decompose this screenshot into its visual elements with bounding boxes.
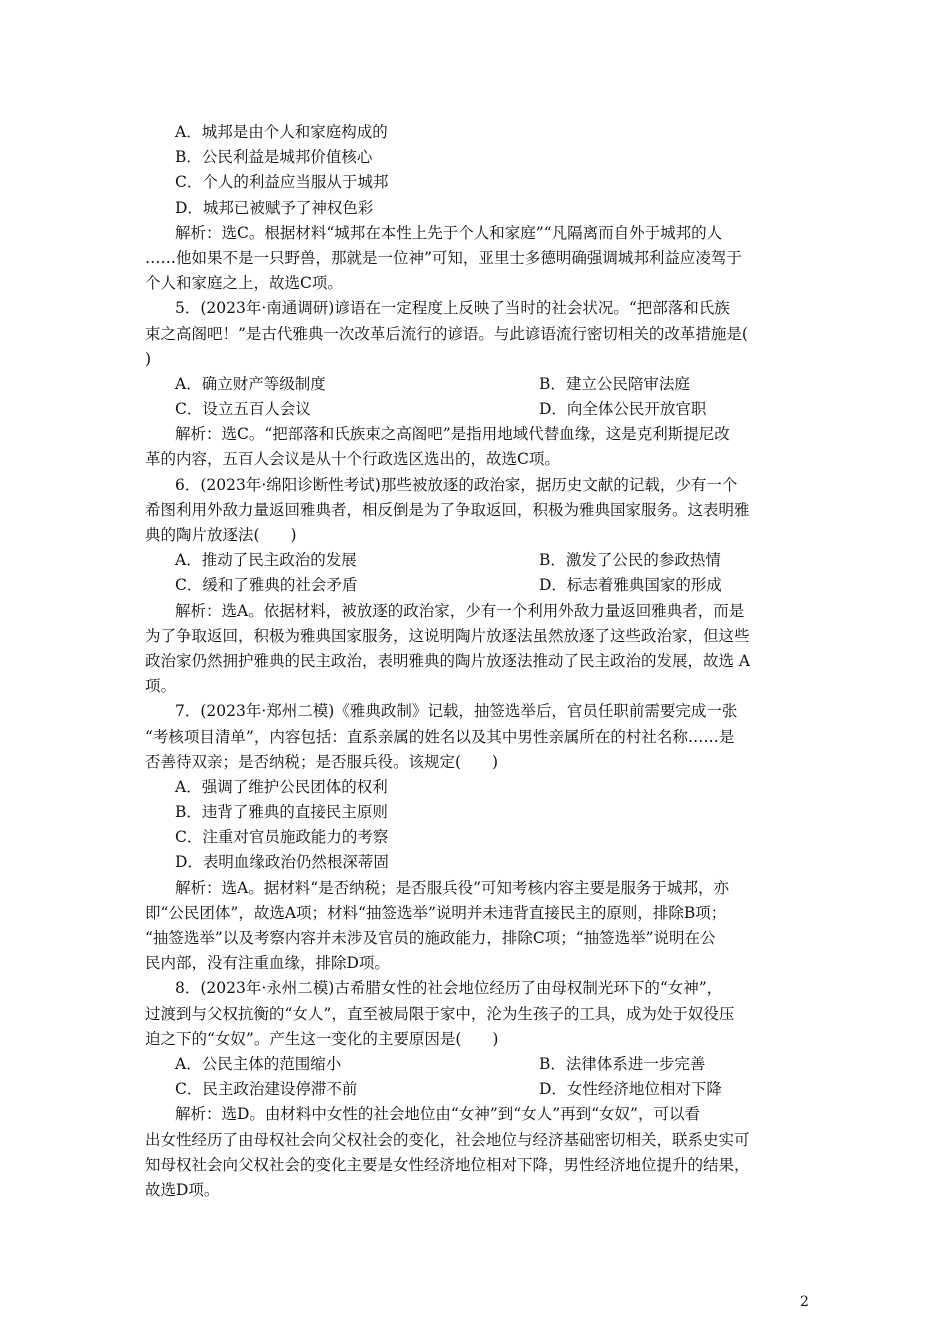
option-b: B．公民利益是城邦价值核心 — [175, 148, 373, 167]
analysis-line: 解析：选A。依据材料，被放逐的政治家，少有一个利用外敌力量返回雅典者，而是 — [175, 601, 745, 620]
analysis-line: 出女性经历了由母权社会向父权社会的变化，社会地位与经济基础密切相关，联系史实可 — [145, 1130, 750, 1149]
analysis-line: ……他如果不是一只野兽，那就是一位神”可知，亚里士多德明确强调城邦利益应凌驾于 — [145, 248, 742, 267]
option-row — [145, 372, 813, 397]
question-stem-line: 过渡到与父权抗衡的“女人”，直至被局限于家中，沦为生孩子的工具，成为处于奴役压 — [145, 1004, 735, 1023]
analysis-line: 项。 — [145, 677, 177, 696]
analysis-line: 政治家仍然拥护雅典的民主政治，表明雅典的陶片放逐法推动了民主政治的发展，故选 A — [145, 651, 751, 670]
question-stem-line: 6．(2023年·绵阳诊断性考试)那些被放逐的政治家，据历史文献的记载，少有一个 — [175, 475, 738, 494]
option-b: B．建立公民陪审法庭 — [539, 374, 690, 393]
question-stem-line: “考核项目清单”，内容包括：直系亲属的姓名以及其中男性亲属所在的村社名称……是 — [145, 727, 735, 746]
question-stem-line: 否善待双亲；是否纳税；是否服兵役。该规定( ) — [145, 752, 499, 771]
question-4 — [145, 120, 813, 296]
option-c: C．设立五百人会议 — [175, 400, 311, 419]
option-b: B．激发了公民的参政热情 — [539, 551, 721, 570]
option-row — [145, 397, 813, 422]
analysis-line: 知母权社会向父权社会的变化主要是女性经济地位相对下降，男性经济地位提升的结果， — [145, 1155, 750, 1174]
option-c: C．缓和了雅典的社会矛盾 — [175, 576, 358, 595]
question-stem-line: 8．(2023年·永州二模)古希腊女性的社会地位经历了由母权制光环下的“女神”， — [175, 979, 723, 998]
option-d: D．女性经济地位相对下降 — [539, 1080, 722, 1099]
option-c: C．个人的利益应当服从于城邦 — [175, 173, 389, 192]
analysis-line: 故选D项。 — [145, 1180, 220, 1199]
option-c: C．民主政治建设停滞不前 — [175, 1080, 358, 1099]
question-8 — [145, 976, 813, 1203]
analysis-line: “抽签选举”以及考察内容并未涉及官员的施政能力，排除C项；“抽签选举”说明在公 — [145, 929, 716, 947]
analysis-line: 解析：选D。由材料中女性的社会地位由“女神”到“女人”再到“女奴”，可以看 — [175, 1105, 700, 1124]
option-a: A．城邦是由个人和家庭构成的 — [175, 123, 388, 141]
option-row — [145, 1052, 813, 1077]
analysis-line: 个人和家庭之上，故选C项。 — [145, 274, 343, 293]
option-a: A．强调了维护公民团体的权利 — [175, 777, 388, 796]
question-stem-line: 7．(2023年·郑州二模)《雅典政制》记载，抽签选举后，官员任职前需要完成一张 — [175, 702, 738, 721]
question-5 — [145, 296, 813, 472]
option-a: A．公民主体的范围缩小 — [175, 1054, 342, 1073]
analysis-line: 革的内容，五百人会议是从十个行政选区选出的，故选C项。 — [145, 450, 560, 469]
option-d: D．表明血缘政治仍然根深蒂固 — [175, 853, 389, 872]
analysis-line: 民内部，没有注重血缘，排除D项。 — [145, 954, 390, 973]
option-a: A．推动了民主政治的发展 — [175, 551, 357, 570]
analysis-line: 解析：选A。据材料“是否纳税；是否服兵役”可知考核内容主要是服务于城邦，亦 — [175, 878, 730, 897]
option-row — [145, 1077, 813, 1102]
option-a: A．确立财产等级制度 — [175, 374, 326, 393]
page-number: 2 — [800, 1294, 809, 1310]
option-row — [145, 548, 813, 573]
question-stem-line: 典的陶片放逐法( ) — [145, 526, 297, 544]
analysis-line: 解析：选C。“把部落和氏族束之高阁吧”是指用地域代替血缘，这是克利斯提尼改 — [175, 425, 730, 444]
option-d: D．城邦已被赋予了神权色彩 — [175, 198, 374, 217]
question-stem-line: 5．(2023年·南通调研)谚语在一定程度上反映了当时的社会状况。“把部落和氏族 — [175, 299, 730, 318]
option-d: D．标志着雅典国家的形成 — [539, 576, 722, 595]
question-stem-line: 束之高阁吧！”是古代雅典一次改革后流行的谚语。与此谚语流行密切相关的改革措施是( — [145, 324, 748, 343]
analysis-line: 解析：选C。根据材料“城邦在本性上先于个人和家庭”“凡隔离而自外于城邦的人 — [175, 223, 723, 242]
question-stem-line: 迫之下的“女奴”。产生这一变化的主要原因是( ) — [145, 1029, 499, 1048]
question-6 — [145, 473, 813, 700]
option-row — [145, 573, 813, 598]
page-content — [145, 120, 813, 1203]
option-c: C．注重对官员施政能力的考察 — [175, 828, 389, 847]
question-stem-line: ) — [145, 349, 152, 368]
option-b: B．违背了雅典的直接民主原则 — [175, 803, 388, 822]
question-stem-line: 希图利用外敌力量返回雅典者，相反倒是为了争取返回，积极为雅典国家服务。这表明雅 — [145, 500, 750, 519]
analysis-line: 为了争取返回，积极为雅典国家服务，这说明陶片放逐法虽然放逐了这些政治家，但这些 — [145, 626, 750, 645]
option-b: B．法律体系进一步完善 — [539, 1054, 706, 1073]
question-7 — [145, 699, 813, 976]
analysis-line: 即“公民团体”，故选A项；材料“抽签选举”说明并未违背直接民主的原则，排除B项； — [145, 903, 727, 922]
option-d: D．向全体公民开放官职 — [539, 400, 707, 419]
